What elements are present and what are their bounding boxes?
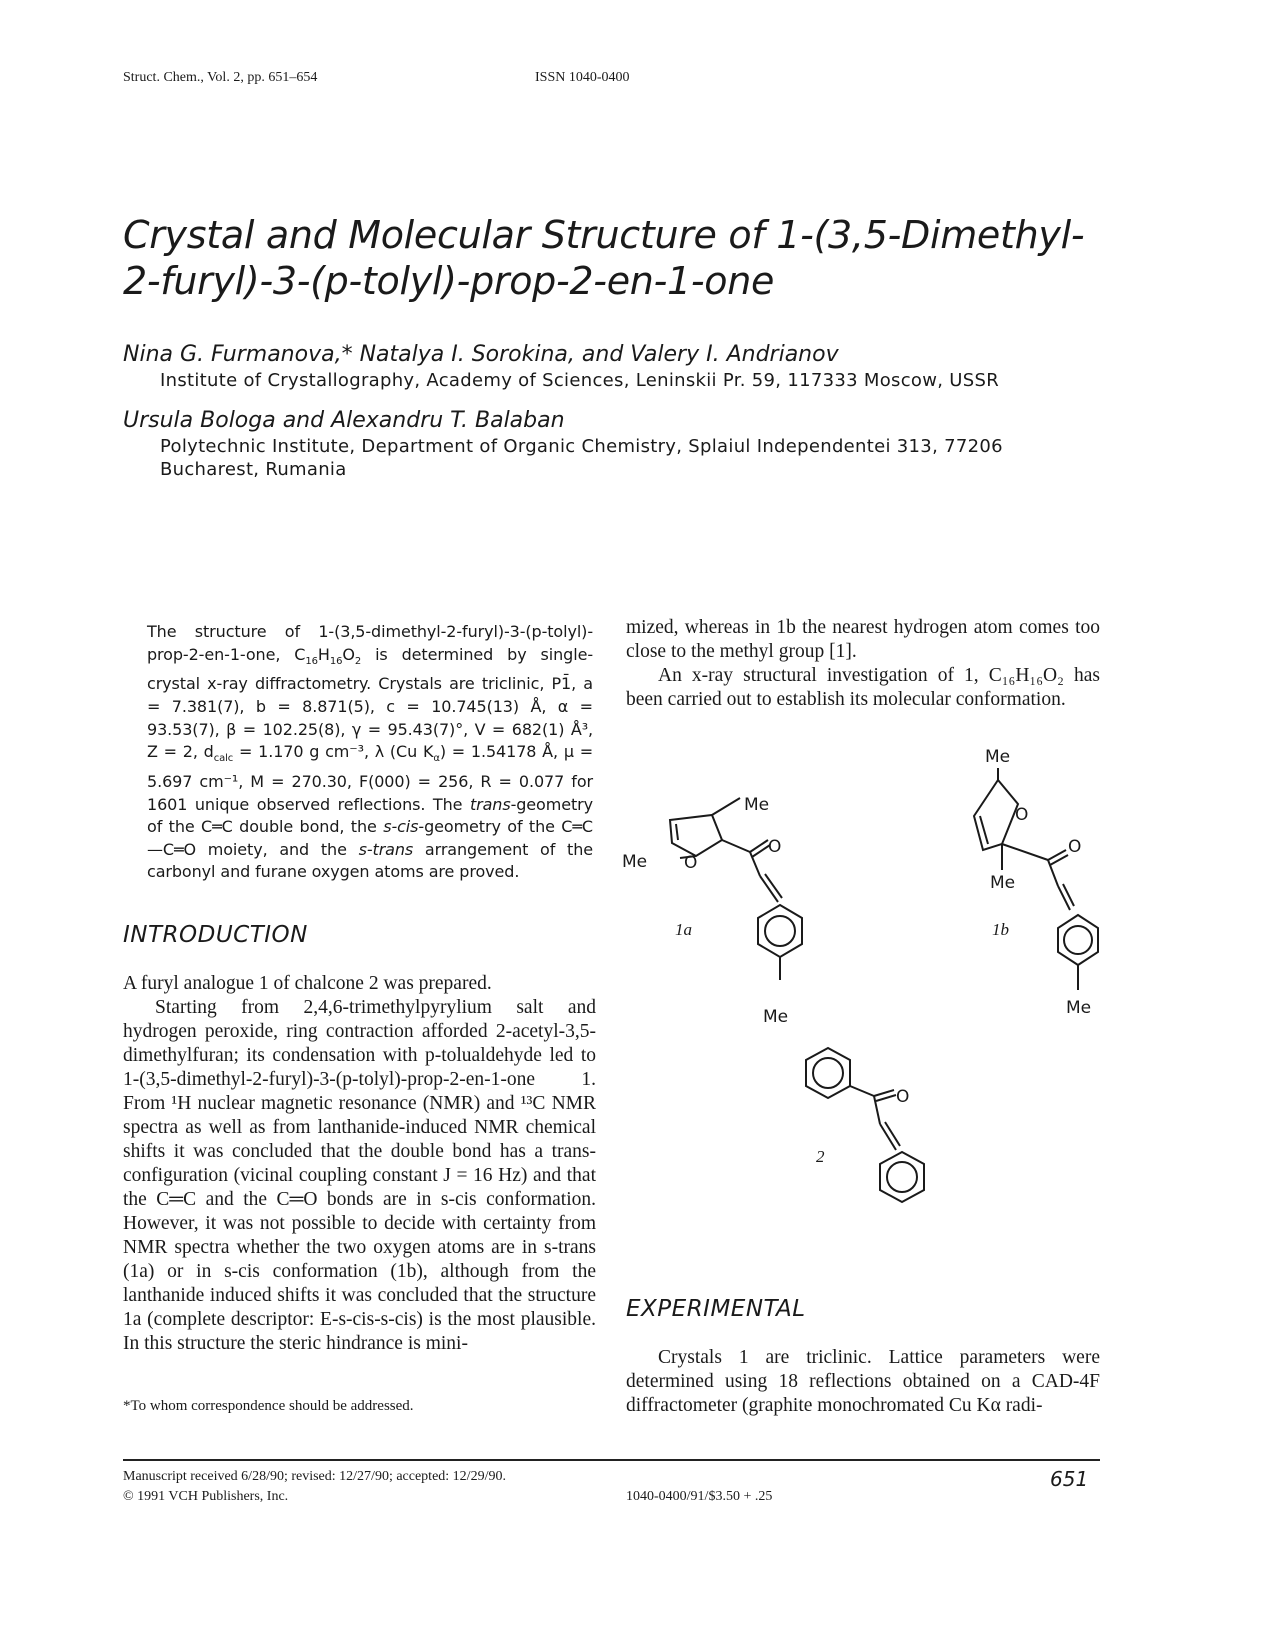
label-1b-o-ring: O bbox=[1015, 805, 1029, 825]
label-1a-me-top: Me bbox=[744, 795, 770, 815]
page-number: 651 bbox=[1050, 1467, 1089, 1491]
abstract: The structure of 1-(3,5-dimethyl-2-furyl)-3-(p-tolyl)-prop-2-en-1-one, $C_{16}H_{16}O_2$ is determined by single-crystal x-ray diffractometry. Crystals are triclinic, P1̄, a = 7.381(7), b = 8.871(5), c = 10.745(13) Å, α = 93.53(7), β = 102.25(8), γ = 95.43(7)°, V = 682(1) Å³, Z = 2, $d_{calc} = 1.170$ g cm⁻³, λ (Cu $K_\alpha) = 1.54178$ Å, μ = 5.697 cm⁻¹, M = 270.30, F(000) = 256, R = 0.077 for 1601 unique observed reflections. The trans-geometry of the C═C double bond, the s-cis-geometry of the C═C—C═O moiety, and the s-trans arrangement of the carbonyl and furane oxygen atoms are proved. bbox=[147, 622, 594, 882]
label-2: 2 bbox=[816, 1147, 825, 1166]
label-1a: 1a bbox=[675, 920, 692, 939]
footer-code: 1040-0400/91/$3.50 + .25 bbox=[626, 1489, 773, 1504]
structure-1b bbox=[974, 747, 1098, 1018]
structure-2 bbox=[806, 1048, 924, 1202]
label-2-o-carbonyl: O bbox=[896, 1087, 910, 1107]
affiliation-2-line-2: Bucharest, Rumania bbox=[160, 459, 347, 480]
authors-group-2: Ursula Bologa and Alexandru T. Balaban bbox=[123, 408, 565, 433]
title-line-2: 2-furyl)-3-(p-tolyl)-prop-2-en-1-one bbox=[123, 259, 775, 303]
label-1b-me-top: Me bbox=[985, 747, 1011, 767]
right-column-text bbox=[626, 616, 1100, 712]
label-1a-me-left: Me bbox=[622, 852, 648, 872]
title-line-1: Crystal and Molecular Structure of 1-(3,5-Dimethyl- bbox=[123, 213, 1085, 257]
affiliation-1: Institute of Crystallography, Academy of Sciences, Leninskii Pr. 59, 117333 Moscow, USSR bbox=[160, 370, 1000, 391]
experimental-paragraph-1: Crystals 1 are triclinic. Lattice parameters were determined using 18 reflections obtained on a CAD-4F diffractometer (graphite monochromated Cu Kα radi- bbox=[626, 1347, 1100, 1416]
authors-group-1: Nina G. Furmanova,* Natalya I. Sorokina, and Valery I. Andrianov bbox=[123, 342, 839, 367]
running-header-issn: ISSN 1040-0400 bbox=[535, 70, 630, 85]
footer-copyright: © 1991 VCH Publishers, Inc. bbox=[123, 1489, 289, 1504]
affiliation-2-line-1: Polytechnic Institute, Department of Organic Chemistry, Splaiul Independentei 313, 77206 bbox=[160, 436, 1003, 457]
article-title bbox=[123, 212, 1123, 304]
section-heading-experimental: EXPERIMENTAL bbox=[626, 1296, 806, 1322]
right-paragraph-1: mized, whereas in 1b the nearest hydrogen atom comes too close to the methyl group [1]. bbox=[626, 617, 1100, 662]
running-header-journal: Struct. Chem., Vol. 2, pp. 651–654 bbox=[123, 70, 318, 85]
label-1a-o-carbonyl: O bbox=[768, 837, 782, 857]
footnote: *To whom correspondence should be addressed. bbox=[123, 1398, 414, 1414]
label-1b-o-carbonyl: O bbox=[1068, 837, 1082, 857]
label-1a-o-ring: O bbox=[684, 853, 698, 873]
intro-paragraph-1: A furyl analogue 1 of chalcone 2 was prepared. bbox=[123, 973, 492, 994]
introduction-text bbox=[123, 972, 596, 1356]
chemical-structures-figure bbox=[600, 740, 1120, 1260]
label-1b: 1b bbox=[992, 920, 1009, 939]
label-1b-me-bottom: Me bbox=[1066, 998, 1092, 1018]
right-paragraph-2: An x-ray structural investigation of 1, C₁₆H₁₆O₂ has been carried out to establish its molecular conformation. bbox=[626, 665, 1100, 710]
experimental-text bbox=[626, 1346, 1100, 1418]
label-1a-me-bottom: Me bbox=[763, 1007, 789, 1027]
footer-rule bbox=[123, 1459, 1100, 1461]
structure-1a bbox=[622, 795, 802, 1027]
label-1b-me-middle: Me bbox=[990, 873, 1016, 893]
intro-paragraph-2: Starting from 2,4,6-trimethylpyrylium salt and hydrogen peroxide, ring contraction afforded 2-acetyl-3,5-dimethylfuran; its condensation with p-tolualdehyde led to 1-(3,5-dimethyl-2-furyl)-3-(p-tolyl)-prop-2-en-1-one 1. From ¹H nuclear magnetic resonance (NMR) and ¹³C NMR spectra as well as from lanthanide-induced NMR chemical shifts it was concluded that the double bond has a trans-configuration (vicinal coupling constant J = 16 Hz) and that the C═C and the C═O bonds are in s-cis conformation. However, it was not possible to decide with certainty from NMR spectra whether the two oxygen atoms are in s-trans (1a) or in s-cis conformation (1b), although from the lanthanide induced shifts it was concluded that the structure 1a (complete descriptor: E-s-cis-s-cis) is the most plausible. In this structure the steric hindrance is mini- bbox=[123, 997, 596, 1354]
section-heading-introduction: INTRODUCTION bbox=[123, 922, 308, 948]
footer-received: Manuscript received 6/28/90; revised: 12/27/90; accepted: 12/29/90. bbox=[123, 1469, 506, 1484]
